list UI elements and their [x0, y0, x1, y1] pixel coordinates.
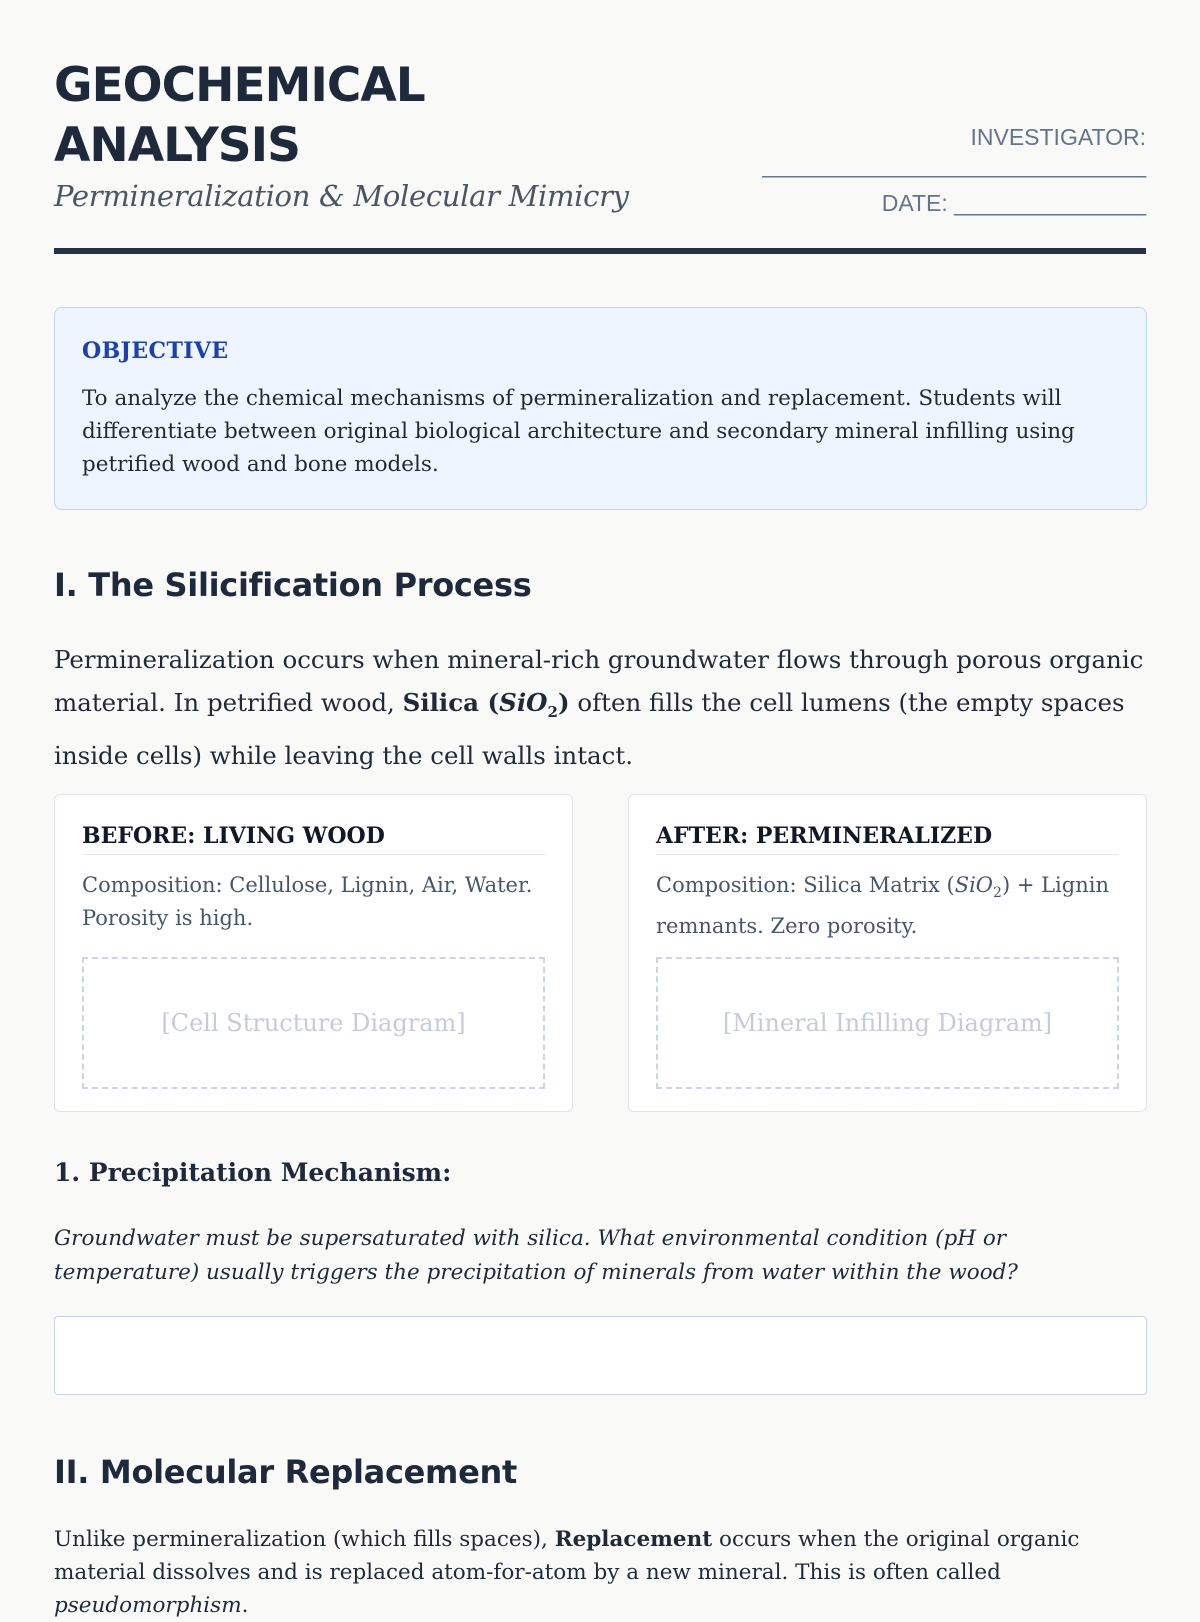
page-subtitle: Permineralization & Molecular Mimicry [54, 179, 629, 213]
date-label: DATE: _______________ [881, 190, 1146, 216]
objective-box [54, 307, 1147, 510]
before-card-text: Composition: Cellulose, Lignin, Air, Water. Porosity is high. [82, 873, 533, 930]
silica-subscript: 2 [547, 702, 558, 721]
before-card-title: BEFORE: LIVING WOOD [82, 823, 545, 855]
before-card [54, 794, 573, 1112]
after-card-formula: SiO [954, 873, 994, 897]
objective-label: OBJECTIVE [82, 338, 229, 364]
section-2-paragraph: Unlike permineralization (which fills spaces), Replacement occurs when the original organic material dissolves and is replaced atom-for-atom by a new mineral. This is often called pseudomorphism. [54, 1527, 1080, 1618]
after-card [628, 794, 1147, 1112]
investigator-label: INVESTIGATOR: [970, 124, 1146, 150]
after-card-title: AFTER: PERMINERALIZED [656, 823, 1119, 855]
after-card-text: Composition: Silica Matrix (SiO$_2$) + Lignin remnants. Zero porosity. [656, 873, 1109, 939]
question-1-label: 1. Precipitation Mechanism: [54, 1158, 452, 1187]
investigator-blank: ______________________________ [762, 152, 1146, 178]
mineral-infilling-diagram-placeholder: [Mineral Infilling Diagram] [656, 957, 1119, 1089]
cell-structure-diagram-placeholder: [Cell Structure Diagram] [82, 957, 545, 1089]
page-header [54, 0, 1146, 254]
objective-text: To analyze the chemical mechanisms of permineralization and replacement. Students will differentiate between original biological architecture and secondary mineral infilling using petrified wood and bone models. [82, 386, 1075, 477]
section-2-heading: II. Molecular Replacement [54, 1453, 517, 1491]
section-1-heading: I. The Silicification Process [54, 566, 532, 604]
pseudomorphism-term: pseudomorphism [54, 1593, 242, 1618]
silica-term: Silica (SiO$_2$) [402, 688, 570, 721]
section-1-text-a: Permineralization occurs when mineral-rich groundwater flows through porous organic material. In petrified wood, [54, 645, 1144, 717]
section-1-text-b: often fills the cell lumens (the empty spaces inside cells) while leaving the cell walls intact. [54, 688, 1125, 770]
replacement-term: Replacement [554, 1527, 713, 1552]
silica-formula: SiO [499, 688, 548, 717]
section-1-paragraph [54, 638, 1147, 777]
page-title: GEOCHEMICAL ANALYSIS [54, 58, 425, 173]
question-1-answer-field[interactable] [54, 1316, 1147, 1395]
question-1-prompt: Groundwater must be supersaturated with silica. What environmental condition (pH or temperature) usually triggers the precipitation of minerals from water within the wood? [54, 1226, 1018, 1285]
header-meta [726, 124, 1146, 222]
